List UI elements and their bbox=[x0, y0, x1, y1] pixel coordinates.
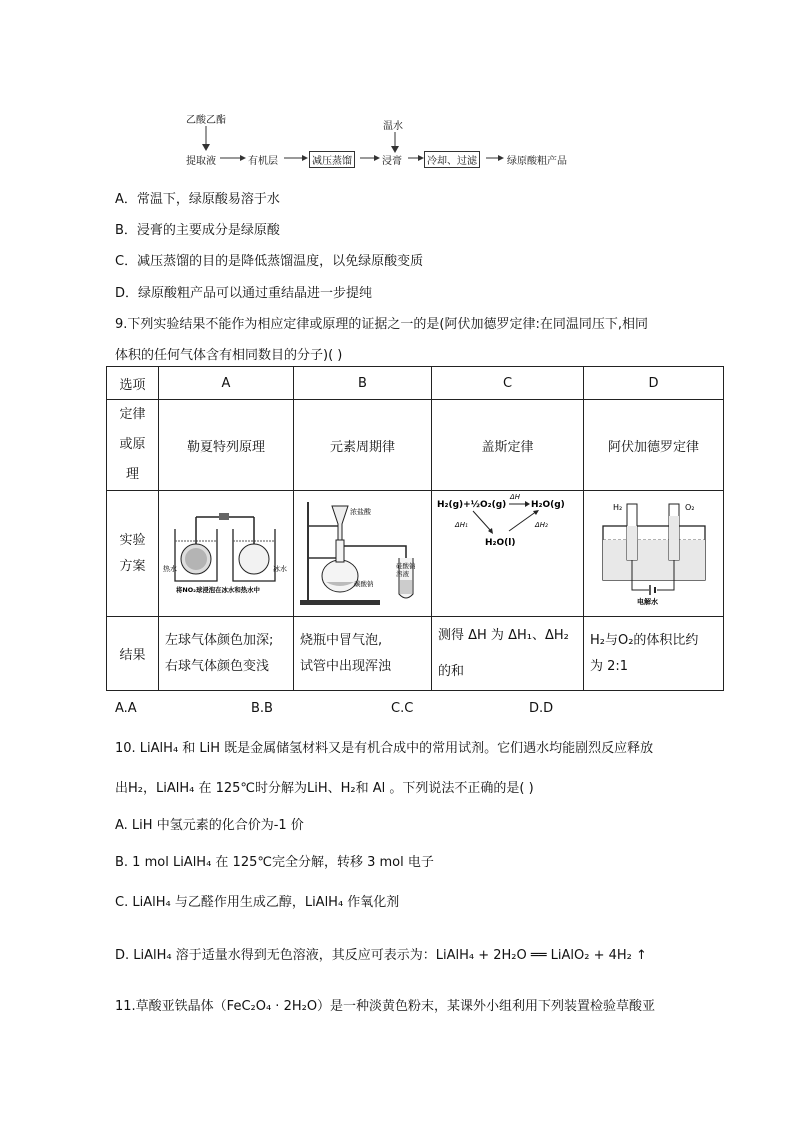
no2-caption: 将NO₂球浸泡在冰水和热水中 bbox=[176, 585, 260, 594]
q9-answer-c: C.C bbox=[391, 701, 414, 716]
scheme-b bbox=[294, 491, 432, 617]
q9-header-row bbox=[107, 367, 724, 400]
o2-label: O₂ bbox=[684, 502, 695, 512]
hess-dh2: ΔH₂ bbox=[534, 521, 548, 529]
q10-option-c: C. LiAlH₄ 与乙醛作用生成乙醇，LiAlH₄ 作氧化剂 bbox=[115, 895, 400, 910]
q9-scheme-row bbox=[107, 491, 724, 617]
header-c: C bbox=[432, 367, 584, 400]
carbonate-label: 碳酸钠 bbox=[353, 579, 373, 588]
flow-step-crude: 绿原酸粗产品 bbox=[507, 156, 567, 167]
q9-stem-line1: 9.下列实验结果不能作为相应定律或原理的证据之一的是(阿伏加德罗定律:在同温同压下,相同 bbox=[115, 317, 648, 332]
hess-dh1: ΔH₁ bbox=[454, 521, 468, 529]
flow-water-label: 温水 bbox=[383, 121, 403, 132]
result-a: 左球气体颜色加深; 右球气体颜色变浅 bbox=[159, 617, 294, 691]
q10-option-a: A. LiH 中氢元素的化合价为-1 价 bbox=[115, 818, 304, 833]
law-d: 阿伏加德罗定律 bbox=[584, 400, 724, 491]
q9-stem-line2: 体积的任何气体含有相同数目的分子)( ) bbox=[115, 348, 343, 363]
header-b: B bbox=[294, 367, 432, 400]
law-c: 盖斯定律 bbox=[432, 400, 584, 491]
q11-stem-line1: 11.草酸亚铁晶体（FeC₂O₄ · 2H₂O）是一种淡黄色粉末，某课外小组利用下列装置检验草酸亚 bbox=[115, 999, 656, 1014]
law-b: 元素周期律 bbox=[294, 400, 432, 491]
acid-label: 浓盐酸 bbox=[349, 507, 371, 516]
flask-apparatus-diagram bbox=[296, 496, 430, 608]
result-row-label: 结果 bbox=[107, 617, 159, 691]
hess-product-gas: H₂O(g) bbox=[530, 500, 565, 510]
q8-option-d: D．绿原酸粗产品可以通过重结晶进一步提纯 bbox=[115, 286, 373, 301]
scheme-row-label: 实验 方案 bbox=[107, 491, 159, 617]
hess-dh: ΔH bbox=[509, 493, 520, 501]
flow-step-cool-filter: 冷却、过滤 bbox=[424, 151, 480, 168]
q10-option-d: D. LiAlH₄ 溶于适量水得到无色溶液，其反应可表示为：LiAlH₄ + 2H₂O ══ LiAlO₂ + 4H₂ ↑ bbox=[115, 948, 647, 963]
q8-option-a: A．常温下，绿原酸易溶于水 bbox=[115, 192, 280, 207]
scheme-a bbox=[159, 491, 294, 617]
q8-option-c: C．减压蒸馏的目的是降低蒸馏温度，以免绿原酸变质 bbox=[115, 254, 424, 269]
scheme-c bbox=[432, 491, 584, 617]
header-a: A bbox=[159, 367, 294, 400]
h2-label: H₂ bbox=[612, 502, 622, 512]
flow-step-distill: 减压蒸馏 bbox=[309, 151, 355, 168]
q10-stem-line2: 出H₂，LiAlH₄ 在 125℃时分解为LiH、H₂和 Al 。下列说法不正确的是( ) bbox=[115, 781, 534, 796]
solution-label: 溶液 bbox=[395, 569, 409, 578]
flow-step-organic: 有机层 bbox=[248, 156, 278, 167]
law-a: 勒夏特列原理 bbox=[159, 400, 294, 491]
q9-result-row bbox=[107, 617, 724, 691]
hot-water-label: 热水 bbox=[163, 564, 177, 573]
q10-option-b: B. 1 mol LiAlH₄ 在 125℃完全分解，转移 3 mol 电子 bbox=[115, 855, 434, 870]
q9-law-row bbox=[107, 400, 724, 491]
silicate-label: 硅酸钠 bbox=[395, 561, 415, 570]
header-d: D bbox=[584, 367, 724, 400]
q9-answer-d: D.D bbox=[529, 701, 554, 716]
flow-step-extract: 提取液 bbox=[186, 156, 216, 167]
flow-step-extract-paste: 浸膏 bbox=[382, 156, 402, 167]
q8-option-b: B．浸膏的主要成分是绿原酸 bbox=[115, 223, 280, 238]
result-d: H₂与O₂的体积比约 为 2:1 bbox=[584, 617, 724, 691]
q9-table bbox=[106, 366, 724, 691]
ice-water-label: 冰水 bbox=[273, 564, 287, 573]
q9-answer-a: A.A bbox=[115, 701, 137, 716]
hess-reactants: H₂(g)+½O₂(g) bbox=[436, 500, 506, 510]
q10-stem-line1: 10. LiAlH₄ 和 LiH 既是金属储氢材料又是有机合成中的常用试剂。它们遇水均能剧烈反应释放 bbox=[115, 741, 654, 756]
scheme-d bbox=[584, 491, 724, 617]
law-row-label: 定律 或原 理 bbox=[107, 400, 159, 491]
hess-cycle-diagram bbox=[433, 491, 583, 551]
electrolysis-diagram bbox=[589, 496, 719, 608]
result-c: 测得 ΔH 为 ΔH₁、ΔH₂ 的和 bbox=[432, 617, 584, 691]
header-option: 选项 bbox=[107, 367, 159, 400]
no2-bulbs-diagram bbox=[161, 507, 291, 597]
hess-product-liquid: H₂O(l) bbox=[484, 538, 515, 548]
q9-answer-b: B.B bbox=[251, 701, 273, 716]
flow-input-label: 乙酸乙酯 bbox=[186, 115, 226, 126]
result-b: 烧瓶中冒气泡, 试管中出现浑浊 bbox=[294, 617, 432, 691]
electrolysis-caption: 电解水 bbox=[636, 597, 658, 606]
